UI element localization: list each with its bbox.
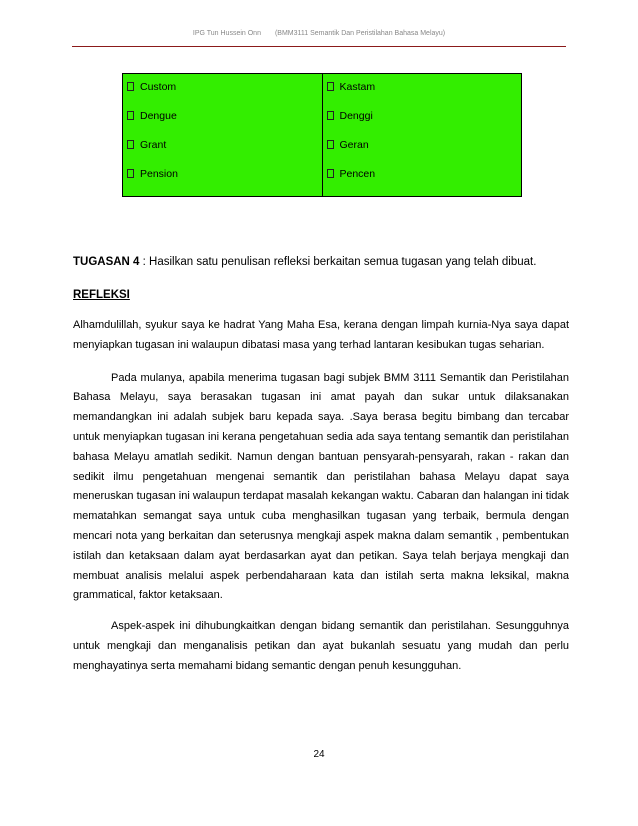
term-text: Kastam [339,81,376,93]
page-number: 24 [313,749,325,760]
term-item [327,80,522,109]
paragraph: Aspek-aspek ini dihubungkaitkan dengan bidang semantik dan peristilahan. Sesungguhnya untuk mengkaji dan menganalisis petikan dan ayat bukanlah sesuatu yang mudah dan perlu menghayatinya serta memahami bidang semantic dengan penuh kesungguhan. [73,620,569,672]
term-item [327,138,522,167]
term-text: Grant [140,139,167,151]
term-item [127,138,322,167]
checkbox-bullet-icon [127,140,134,149]
reflection-body [73,316,569,689]
term-text: Denggi [339,110,373,122]
paragraph: Alhamdulillah, syukur saya ke hadrat Yang Maha Esa, kerana dengan limpah kurnia-Nya saya dapat menyiapkan tugasan ini walaupun dibatasi masa yang terhad lantaran kesibukan tugas seharian. [73,319,569,351]
terms-column-malay [322,74,522,197]
term-item [127,167,322,196]
page-header [0,30,638,37]
term-item [127,109,322,138]
task-text: : Hasilkan satu penulisan refleksi berkaitan semua tugasan yang telah dibuat. [139,256,537,268]
term-item [327,109,522,138]
term-text: Pencen [339,168,376,180]
terms-column-english [123,74,323,197]
paragraph: Pada mulanya, apabila menerima tugasan bagi subjek BMM 3111 Semantik dan Peristilahan Bahasa Melayu, saya berasakan tugasan ini amat payah dan sukar untuk dilaksanakan memandangkan ini adalah subjek baru kepada saya. .Saya berasa begitu bimbang dan tercabar untuk menyiapkan tugasan ini kerana pengetahuan sedia ada saya tentang semantik dan peristilahan bahasa Melayu amatlah sedikit. Namun dengan bantuan pensyarah-pensyarah, rakan - rakan dan sedikit ilmu pengetahuan mengenai semantik dan peristilahan bahasa Melayu dapat saya meneruskan tugasan ini walaupun terdapat masalah kekangan waktu. Cabaran dan halangan ini tidak mematahkan semangat saya untuk cuba menghasilkan tugasan yang terbaik, bermula dengan mencari nota yang berkaitan dan seterusnya mengkaji aspek makna dalam semantik , pembentukan istilah dan ketaksaan dalam ayat berdasarkan ayat dan petikan. Saya telah berjaya mengkaji dan membuat analisis melalui aspek perbendaharaan kata dan istilah serta makna leksikal, makna grammatical, faktor ketaksaan. [73,371,569,602]
task-statement [73,256,573,268]
term-item [327,167,522,196]
checkbox-bullet-icon [327,111,334,120]
header-course: (BMM3111 Semantik Dan Peristilahan Bahasa Melayu) [274,30,446,37]
term-text: Custom [140,81,177,93]
header-institution: IPG Tun Hussein Onn [192,30,261,37]
checkbox-bullet-icon [127,111,134,120]
term-text: Dengue [140,110,177,122]
term-text: Pension [140,168,178,180]
checkbox-bullet-icon [327,82,334,91]
term-text: Geran [339,139,369,151]
checkbox-bullet-icon [127,82,134,91]
checkbox-bullet-icon [327,140,334,149]
checkbox-bullet-icon [327,169,334,178]
terms-table [122,73,522,197]
checkbox-bullet-icon [127,169,134,178]
term-item [127,80,322,109]
header-rule [72,46,566,47]
task-label: TUGASAN 4 [73,256,140,268]
section-heading: REFLEKSI [73,289,130,301]
